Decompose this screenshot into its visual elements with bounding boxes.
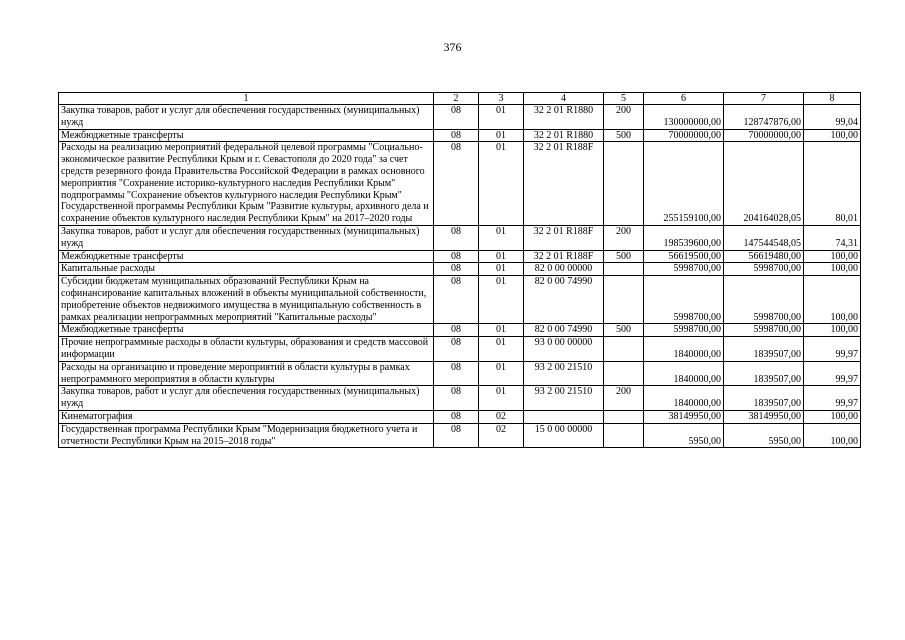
column-header: 1 — [59, 93, 434, 105]
actual-amount: 38149950,00 — [724, 410, 804, 423]
department-code: 08 — [434, 263, 479, 276]
table-row — [59, 386, 861, 411]
table-row — [59, 263, 861, 276]
expense-type-code: 500 — [604, 250, 644, 263]
percent-executed: 100,00 — [804, 410, 861, 423]
table-row — [59, 324, 861, 337]
expense-type-code — [604, 263, 644, 276]
table-row — [59, 423, 861, 448]
actual-amount: 5998700,00 — [724, 263, 804, 276]
target-article-code: 32 2 01 R188F — [524, 225, 604, 250]
percent-executed: 100,00 — [804, 263, 861, 276]
target-article-code: 82 0 00 74990 — [524, 276, 604, 324]
column-header: 6 — [644, 93, 724, 105]
row-name: Закупка товаров, работ и услуг для обеспечения государственных (муниципальных) нужд — [59, 225, 434, 250]
percent-executed: 100,00 — [804, 250, 861, 263]
percent-executed: 100,00 — [804, 276, 861, 324]
percent-executed: 99,97 — [804, 337, 861, 362]
percent-executed: 100,00 — [804, 129, 861, 142]
department-code: 08 — [434, 276, 479, 324]
plan-amount: 1840000,00 — [644, 337, 724, 362]
budget-table — [58, 92, 861, 448]
column-header: 7 — [724, 93, 804, 105]
row-name: Кинематография — [59, 410, 434, 423]
department-code: 08 — [434, 386, 479, 411]
row-name: Закупка товаров, работ и услуг для обеспечения государственных (муниципальных) нужд — [59, 105, 434, 130]
target-article-code: 32 2 01 R1880 — [524, 129, 604, 142]
target-article-code: 82 0 00 00000 — [524, 263, 604, 276]
department-code: 08 — [434, 129, 479, 142]
actual-amount: 5998700,00 — [724, 276, 804, 324]
expense-type-code — [604, 142, 644, 226]
row-name: Расходы на организацию и проведение мероприятий в области культуры в рамках непрограммного мероприятия в области культуры — [59, 361, 434, 386]
percent-executed: 80,01 — [804, 142, 861, 226]
actual-amount: 147544548,05 — [724, 225, 804, 250]
plan-amount: 255159100,00 — [644, 142, 724, 226]
subsection-code: 01 — [479, 225, 524, 250]
subsection-code: 01 — [479, 250, 524, 263]
department-code: 08 — [434, 337, 479, 362]
expense-type-code — [604, 276, 644, 324]
expense-type-code: 200 — [604, 225, 644, 250]
expense-type-code — [604, 337, 644, 362]
actual-amount: 5998700,00 — [724, 324, 804, 337]
department-code: 08 — [434, 324, 479, 337]
row-name: Межбюджетные трансферты — [59, 129, 434, 142]
target-article-code: 32 2 01 R188F — [524, 250, 604, 263]
target-article-code: 93 2 00 21510 — [524, 361, 604, 386]
table-row — [59, 225, 861, 250]
plan-amount: 1840000,00 — [644, 361, 724, 386]
target-article-code: 32 2 01 R1880 — [524, 105, 604, 130]
percent-executed: 99,04 — [804, 105, 861, 130]
plan-amount: 56619500,00 — [644, 250, 724, 263]
actual-amount: 1839507,00 — [724, 361, 804, 386]
department-code: 08 — [434, 361, 479, 386]
table-row — [59, 337, 861, 362]
subsection-code: 01 — [479, 263, 524, 276]
row-name: Прочие непрограммные расходы в области культуры, образования и средств массовой информации — [59, 337, 434, 362]
actual-amount: 1839507,00 — [724, 386, 804, 411]
department-code: 08 — [434, 410, 479, 423]
actual-amount: 128747876,00 — [724, 105, 804, 130]
plan-amount: 38149950,00 — [644, 410, 724, 423]
table-row — [59, 250, 861, 263]
percent-executed: 99,97 — [804, 361, 861, 386]
table-row — [59, 410, 861, 423]
plan-amount: 5998700,00 — [644, 324, 724, 337]
actual-amount: 204164028,05 — [724, 142, 804, 226]
table-row — [59, 142, 861, 226]
target-article-code: 32 2 01 R188F — [524, 142, 604, 226]
expense-type-code — [604, 361, 644, 386]
table-row — [59, 105, 861, 130]
expense-type-code: 200 — [604, 105, 644, 130]
plan-amount: 198539600,00 — [644, 225, 724, 250]
expense-type-code: 500 — [604, 129, 644, 142]
plan-amount: 130000000,00 — [644, 105, 724, 130]
percent-executed: 100,00 — [804, 324, 861, 337]
page-number: 376 — [443, 40, 462, 54]
table-row — [59, 129, 861, 142]
row-name: Субсидии бюджетам муниципальных образований Республики Крым на софинансирование капитальных вложений в объекты муниципальной собственности, приобретение объектов недвижимого имущества в муниципальную собственность в рамках реализации непрограммных мероприятий "Капитальные расходы" — [59, 276, 434, 324]
department-code: 08 — [434, 142, 479, 226]
plan-amount: 5950,00 — [644, 423, 724, 448]
expense-type-code: 200 — [604, 386, 644, 411]
subsection-code: 01 — [479, 129, 524, 142]
subsection-code: 01 — [479, 276, 524, 324]
actual-amount: 56619480,00 — [724, 250, 804, 263]
subsection-code: 01 — [479, 324, 524, 337]
department-code: 08 — [434, 423, 479, 448]
subsection-code: 01 — [479, 142, 524, 226]
expense-type-code — [604, 410, 644, 423]
subsection-code: 01 — [479, 361, 524, 386]
subsection-code: 02 — [479, 423, 524, 448]
percent-executed: 99,97 — [804, 386, 861, 411]
table-row — [59, 361, 861, 386]
plan-amount: 1840000,00 — [644, 386, 724, 411]
column-header: 5 — [604, 93, 644, 105]
subsection-code: 01 — [479, 105, 524, 130]
department-code: 08 — [434, 105, 479, 130]
column-header: 2 — [434, 93, 479, 105]
expense-type-code — [604, 423, 644, 448]
actual-amount: 1839507,00 — [724, 337, 804, 362]
department-code: 08 — [434, 250, 479, 263]
plan-amount: 5998700,00 — [644, 276, 724, 324]
target-article-code: 15 0 00 00000 — [524, 423, 604, 448]
actual-amount: 70000000,00 — [724, 129, 804, 142]
percent-executed: 100,00 — [804, 423, 861, 448]
row-name: Государственная программа Республики Крым "Модернизация бюджетного учета и отчетности Республики Крым на 2015–2018 годы" — [59, 423, 434, 448]
subsection-code: 02 — [479, 410, 524, 423]
target-article-code: 82 0 00 74990 — [524, 324, 604, 337]
expense-type-code: 500 — [604, 324, 644, 337]
column-header: 3 — [479, 93, 524, 105]
plan-amount: 70000000,00 — [644, 129, 724, 142]
header-row — [59, 93, 861, 105]
subsection-code: 01 — [479, 337, 524, 362]
actual-amount: 5950,00 — [724, 423, 804, 448]
row-name: Межбюджетные трансферты — [59, 250, 434, 263]
row-name: Межбюджетные трансферты — [59, 324, 434, 337]
plan-amount: 5998700,00 — [644, 263, 724, 276]
table-row — [59, 276, 861, 324]
department-code: 08 — [434, 225, 479, 250]
target-article-code: 93 0 00 00000 — [524, 337, 604, 362]
row-name: Расходы на реализацию мероприятий федеральной целевой программы "Социально-экономическое развитие Республики Крым и г. Севастополя до 2020 года" за счет средств резервного фонда Правительства Российской Федерации в рамках основного мероприятия "Сохранение историко-культурного наследия Республики Крым" подпрограммы "Сохранение объектов культурного наследия Республики Крым" Государственной программы Республики Крым "Развитие культуры, архивного дела и сохранение объектов культурного наследия Республики Крым" на 2017–2020 годы — [59, 142, 434, 226]
row-name: Капитальные расходы — [59, 263, 434, 276]
column-header: 4 — [524, 93, 604, 105]
column-header: 8 — [804, 93, 861, 105]
target-article-code: 93 2 00 21510 — [524, 386, 604, 411]
row-name: Закупка товаров, работ и услуг для обеспечения государственных (муниципальных) нужд — [59, 386, 434, 411]
subsection-code: 01 — [479, 386, 524, 411]
target-article-code — [524, 410, 604, 423]
percent-executed: 74,31 — [804, 225, 861, 250]
